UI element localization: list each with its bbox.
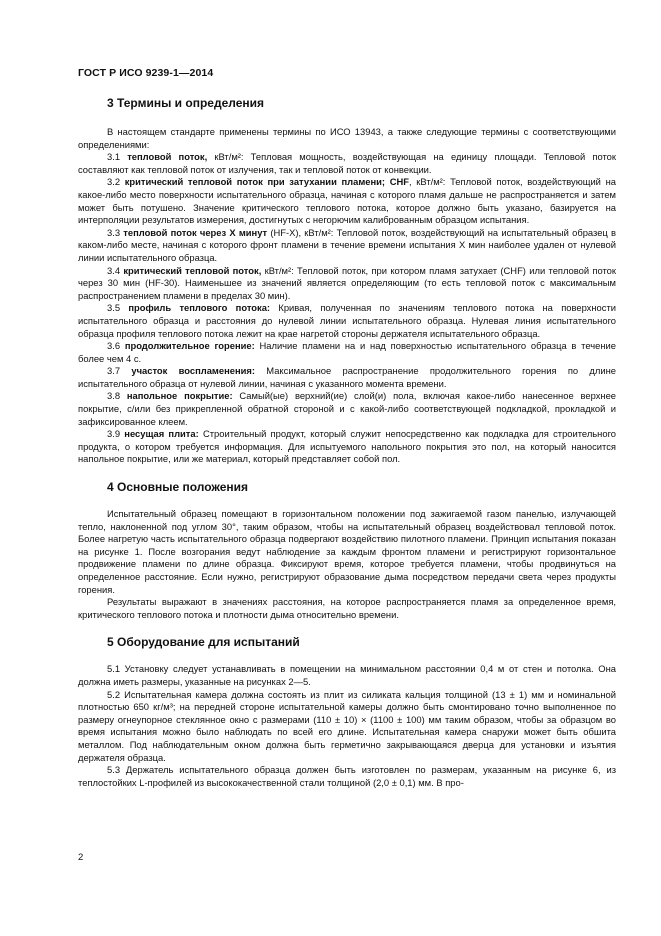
term-3-6 <box>78 340 616 365</box>
term-number: 3.1 <box>107 151 128 163</box>
term-name: тепловой поток через X минут <box>123 226 268 238</box>
term-definition: (HF-X), кВт/м²: Тепловой поток, воздействующий на испытательный образец в каком-либо месте, начиная с которого фронт пламени в течение времени испытания X мин наиболее удален от нулевой линии испытательного образца. <box>78 226 616 263</box>
document-body <box>78 90 616 789</box>
term-name: напольное покрытие: <box>126 390 233 402</box>
term-number: 3.4 <box>107 264 124 276</box>
term-name: критический тепловой поток при затухании пламени; CHF <box>124 176 409 188</box>
term-name: тепловой поток, <box>127 151 208 163</box>
term-number: 3.3 <box>107 226 124 238</box>
term-name: критический тепловой поток, <box>123 264 262 276</box>
term-name: профиль теплового потока: <box>128 302 271 314</box>
section-3-title: 3 Термины и определения <box>107 96 265 110</box>
term-3-2 <box>78 176 616 226</box>
section-5-title: 5 Оборудование для испытаний <box>107 635 300 650</box>
term-definition: кВт/м²: Тепловой поток, при котором пламя затухает (CHF) или тепловой поток через 30 мин (HF-30). Наименьшее из значений является определяющим (то есть тепловой поток с максимальным распространением пламени в пределах 30 мин). <box>78 264 617 301</box>
term-definition: кВт/м²: Тепловая мощность, воздействующая на единицу площади. Тепловой поток составляют как тепловой поток от излучения, так и тепловой поток от конвекции. <box>78 151 616 175</box>
term-definition: Самый(ые) верхний(ие) слой(и) пола, включая какое-либо нанесенное верхнее покрытие, с/или без прикрепленной обратной стороной и с какой-либо соответствующей подкладкой, прокладкой и зафиксированное клеем. <box>78 390 616 427</box>
section-3-intro: В настоящем стандарте применены термины по ИСО 13943, а также следующие термины с соответствующими определениями: <box>78 126 616 150</box>
term-name: несущая плита: <box>124 428 199 440</box>
clause-5-3: 5.3 Держатель испытательного образца должен быть изготовлен по размерам, указанным на рисунке 6, из теплостойких L-профилей из высококачественной стали толщиной (2,0 ± 0,1) мм. В про- <box>78 764 616 788</box>
term-3-4 <box>78 265 616 303</box>
document-header: ГОСТ Р ИСО 9239-1—2014 <box>78 67 214 79</box>
term-number: 3.6 <box>107 340 125 352</box>
section-4-paragraph-2: Результаты выражают в значениях расстояния, на которое распространяется пламя за определенное время, критического теплового потока и плотности дыма относительно времени. <box>78 596 616 620</box>
term-definition: , кВт/м²: Тепловой поток, воздействующий на какое-либо место поверхности испытательного образца, начиная с которого пламя дальше не распространяется и затем может быть потушено. Значение критического теплового потока, которое должно быть указано, базируется на интерполяции результатов измерения, достигнутых с негорючим калиброванным образцом испытания. <box>78 176 616 226</box>
term-3-7 <box>78 365 616 390</box>
page-number: 2 <box>78 852 84 863</box>
term-3-1 <box>78 151 616 176</box>
section-4-title: 4 Основные положения <box>107 480 249 495</box>
term-number: 3.5 <box>107 302 129 314</box>
section-4-paragraph-1: Испытательный образец помещают в горизонтальном положении под зажигаемой газом панелью, излучающей тепло, наклоненной под углом 30°, таким образом, чтобы на испытательный образец воздействовал тепловой поток. Более нагретую часть испытательного образца подвергают воздействию пилотного пламени. Принцип испытания показан на рисунке 1. После возгорания ведут наблюдение за каждым фронтом пламени и регистрируют горизонтальное продвижение пламени по длине образца. Фиксируют время, которое требуется пламени, чтобы продвинуться на определенное расстояние. Если нужно, регистрируют образование дыма посредством передачи света через продукты горения. <box>78 508 616 595</box>
clause-5-2: 5.2 Испытательная камера должна состоять из плит из силиката кальция толщиной (13 ± 1) мм и номинальной плотностью 650 кг/м³; на передней стороне испытательной камеры должно быть смонтировано точно выполненное по размеру огнеупорное стеклянное окно с размерами (110 ± 10) × (1100 ± 100) мм таким образом, чтобы за образцом во время испытания можно было наблюдать по всей его длине. Испытательная камера снаружи может быть обшита металлом. Под наблюдательным окном должна быть герметично закрывающаяся дверца для установки и изъятия держателя образца. <box>78 688 616 763</box>
term-number: 3.7 <box>107 365 132 377</box>
term-number: 3.2 <box>107 176 125 188</box>
clause-5-1: 5.1 Установку следует устанавливать в помещении на минимальном расстоянии 0,4 м от стен и потолка. Она должна иметь размеры, указанные на рисунках 2—5. <box>78 663 616 687</box>
term-3-8 <box>78 390 616 428</box>
term-definition: Строительный продукт, который служит непосредственно как подкладка для строительного продукта, о котором требуется информация. Для испытуемого напольного покрытия это пол, на который наносится напольное покрытие, или же материал, который представляет собой пол. <box>78 428 616 465</box>
term-name: продолжительное горение: <box>124 340 255 352</box>
term-number: 3.8 <box>107 390 127 402</box>
term-definition: Наличие пламени на и над поверхностью испытательного образца в течение более чем 4 с. <box>78 340 616 364</box>
term-3-9 <box>78 428 616 466</box>
term-3-5 <box>78 302 616 340</box>
term-definition: Максимальное распространение продолжительного горения по длине испытательного образца от нулевой линии, начиная с указанного момента времени. <box>78 365 617 389</box>
term-3-3 <box>78 227 616 265</box>
term-number: 3.9 <box>107 428 125 440</box>
term-definition: Кривая, полученная по значениям теплового потока на поверхности испытательного образца и расстояния до нулевой линии испытательного образца. Нулевая линия испытательного образца профиля теплового потока лежит на крае нагретой стороны держателя испытательного образца. <box>78 302 616 339</box>
term-name: участок воспламенения: <box>131 365 255 377</box>
